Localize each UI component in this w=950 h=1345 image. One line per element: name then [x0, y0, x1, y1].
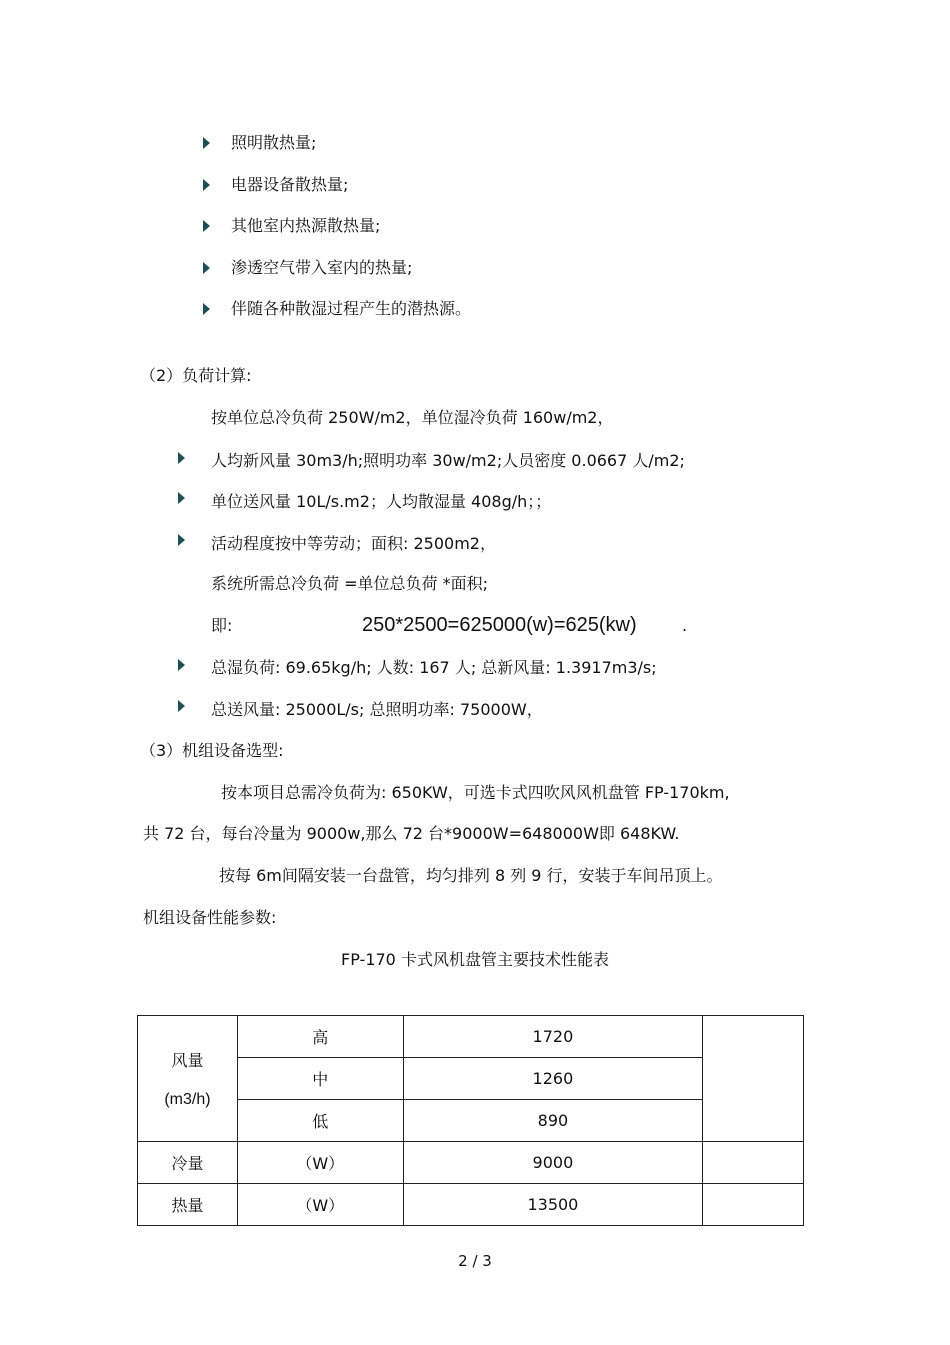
load-line: 按单位总冷负荷 250W/m2，单位湿冷负荷 160w/m2， [211, 408, 614, 427]
page-number: 2 / 3 [458, 1252, 492, 1270]
heating-value: 13500 [403, 1184, 703, 1226]
cooling-unit: （W） [237, 1142, 403, 1184]
airflow-unit: (m3/h) [164, 1091, 211, 1108]
total-bullet: 总湿负荷: 69.65kg/h; 人数: 167 人; 总新风量: 1.3917m3/s; [211, 658, 657, 677]
empty-cell [703, 1184, 804, 1226]
heating-label: 热量 [138, 1184, 238, 1226]
heat-source-item: 其他室内热源散热量; [231, 216, 381, 235]
table-row [138, 1184, 804, 1226]
bullet-arrow-icon [178, 659, 185, 671]
load-bullet: 活动程度按中等劳动；面积: 2500m2， [211, 534, 496, 553]
heat-source-item: 渗透空气带入室内的热量; [231, 258, 413, 277]
heating-unit: （W） [237, 1184, 403, 1226]
selection-paragraph: 共 72 台，每台冷量为 9000w,那么 72 台*9000W=648000W即 648KW. [143, 824, 680, 843]
table-title: FP-170 卡式风机盘管主要技术性能表 [341, 950, 609, 969]
bullet-arrow-icon [178, 492, 185, 504]
formula-line: 系统所需总冷负荷 =单位总负荷 *面积; [211, 574, 488, 593]
heat-source-item: 伴随各种散湿过程产生的潜热源。 [231, 299, 472, 318]
bullet-arrow-icon [203, 262, 210, 274]
section2-heading: （2）负荷计算: [140, 366, 252, 385]
level-cell: 中 [237, 1058, 403, 1100]
level-cell: 高 [237, 1016, 403, 1058]
value-cell: 890 [403, 1100, 703, 1142]
table-row [138, 1016, 804, 1058]
empty-cell [703, 1142, 804, 1184]
ji-value: 250*2500=625000(w)=625(kw) [362, 614, 637, 636]
section3-heading: （3）机组设备选型: [140, 741, 284, 760]
total-bullet: 总送风量: 25000L/s; 总照明功率: 75000W， [211, 700, 543, 719]
selection-paragraph: 按本项目总需冷负荷为: 650KW，可选卡式四吹风风机盘管 FP-170km, [221, 783, 730, 802]
performance-table [137, 1015, 804, 1226]
value-cell: 1260 [403, 1058, 703, 1100]
heat-source-item: 照明散热量; [231, 133, 317, 152]
heat-source-item: 电器设备散热量; [231, 175, 349, 194]
layout-paragraph: 按每 6m间隔安装一台盘管，均匀排列 8 列 9 行，安装于车间吊顶上。 [219, 866, 723, 885]
level-cell: 低 [237, 1100, 403, 1142]
airflow-cell [138, 1016, 238, 1142]
perf-heading: 机组设备性能参数: [143, 908, 277, 927]
table-row [138, 1142, 804, 1184]
cooling-value: 9000 [403, 1142, 703, 1184]
bullet-arrow-icon [203, 137, 210, 149]
bullet-arrow-icon [203, 303, 210, 315]
bullet-arrow-icon [178, 452, 185, 464]
airflow-label: 风量 [171, 1051, 204, 1070]
bullet-arrow-icon [203, 179, 210, 191]
load-bullet: 单位送风量 10L/s.m2；人均散湿量 408g/h；； [211, 492, 552, 511]
bullet-arrow-icon [178, 534, 185, 546]
load-bullet: 人均新风量 30m3/h;照明功率 30w/m2;人员密度 0.0667 人/m2; [211, 451, 685, 470]
bullet-arrow-icon [203, 220, 210, 232]
value-cell: 1720 [403, 1016, 703, 1058]
empty-cell [703, 1016, 804, 1142]
ji-label: 即: [211, 616, 233, 635]
cooling-label: 冷量 [138, 1142, 238, 1184]
bullet-arrow-icon [178, 700, 185, 712]
ji-dot: . [682, 616, 688, 635]
